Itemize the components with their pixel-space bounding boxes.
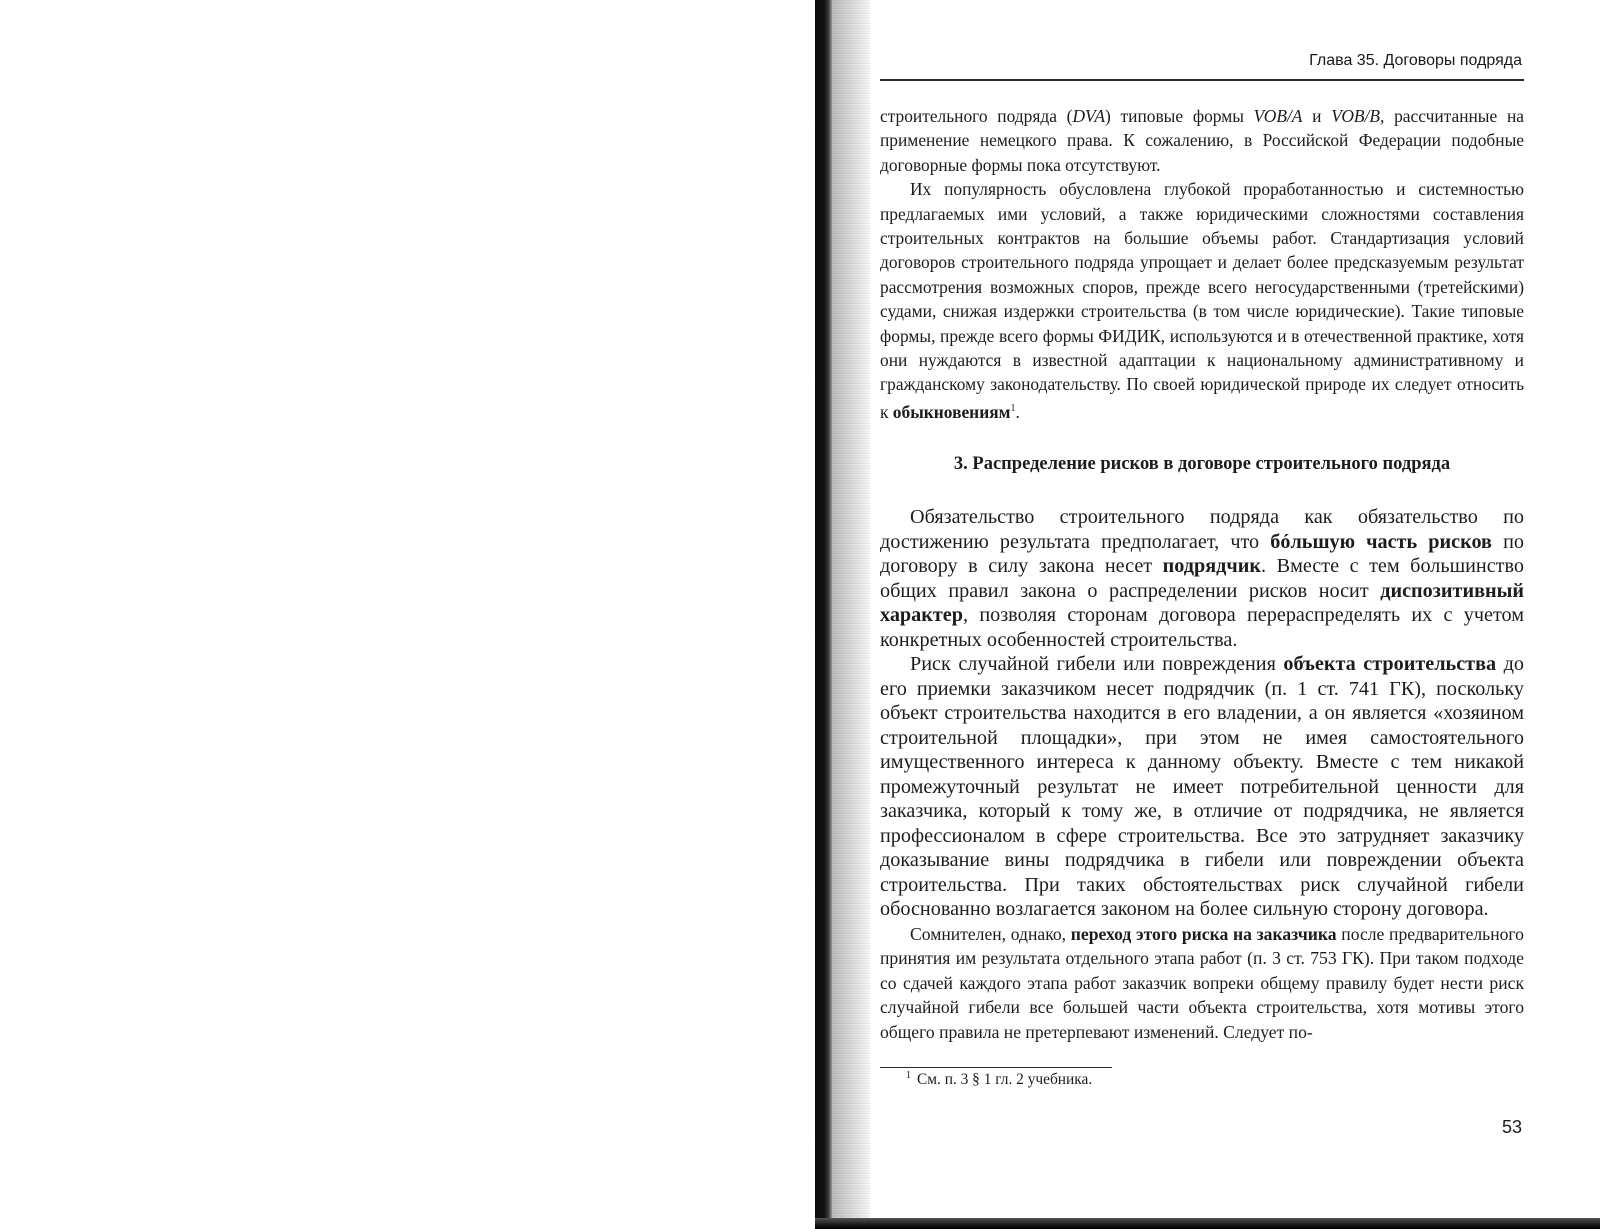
bold-term: переход этого риска на заказчика (1070, 923, 1337, 944)
body-paragraph (880, 652, 1524, 922)
text-run: . (1015, 401, 1020, 422)
footnote-rule (880, 1067, 1112, 1068)
section-heading (880, 452, 1524, 476)
running-head: Глава 35. Договоры подряда (1309, 52, 1522, 69)
right-page (832, 0, 1600, 1218)
page-body (880, 104, 1524, 1044)
text-run: ) типовые формы (1105, 106, 1254, 126)
scan-bottom-edge (815, 1218, 1600, 1229)
book-spine-shadow (815, 0, 832, 1229)
bold-term: подрядчик (1162, 555, 1262, 578)
text-run: до его приемки заказчиком несет подрядчик (п. 1 ст. 741 ГК), поскольку объект строительства находится в его владении, а он является «хозяином строительной площадки», при этом не имея самостоятельного имущественного интереса к данному объекту. Вместе с тем никакой промежуточный результат не имеет потребительной ценности для заказчика, который к тому же, в отличие от подрядчика, не является профессионалом в сфере строительства. Все это затрудняет заказчику доказывание вины подрядчика в гибели или повреждении объекта строительства. При таких обстоятельствах риск случайной гибели обоснованно возлагается законом на более сильную сторону договора. (880, 653, 1524, 921)
footnote-reference: 1 (1010, 402, 1016, 414)
text-run: Их популярность обусловлена глубокой проработанностью и системностью предлагаемых ими условий, а также юридическими сложностями составления строительных контрактов на большие объемы работ. Стандартизация условий договоров строительного подряда упрощает и делает более предсказуемым результат рассмотрения возможных споров, прежде всего негосударственными (третейскими) судами, снижая издержки строительства (в том числе юридические). Такие типовые формы, прежде всего формы ФИДИК, используются и в отечественной практике, хотя они нуждаются в известной адаптации к национальному административному и гражданскому законодательству. По своей юридической природе их следует относить к (880, 179, 1524, 422)
bold-term: объекта строительства (1283, 653, 1497, 676)
text-run: 3. Распределение рисков в договоре строительного подряда (953, 454, 1451, 475)
header-rule (880, 79, 1524, 81)
text-run: Сомнителен, однако, (910, 923, 1071, 944)
bold-term: бóльшую часть рисков (1270, 530, 1492, 553)
bold-term: обыкновениям (892, 401, 1011, 422)
text-run: Обязательство строительного подряда как обязательство по достижению результата предполагает, что (880, 506, 1524, 553)
text-run: . Вместе с тем большинство общих правил закона о распределении рисков носит (880, 555, 1524, 602)
bold-term: диспозитивный характер (880, 579, 1524, 627)
text-run: рассчитанные на применение немецкого права. К сожалению, в Российской Федерации подобные договорные формы пока отсутствуют. (880, 106, 1524, 175)
body-paragraph (880, 505, 1524, 652)
footnote-text: См. п. 3 § 1 гл. 2 учебника. (917, 1071, 1093, 1089)
body-paragraph (880, 922, 1524, 1045)
text-run: и (1302, 106, 1332, 126)
text-run: , позволяя сторонам договора перераспределять их с учетом конкретных особенностей строительства. (880, 604, 1524, 651)
body-paragraph (880, 104, 1524, 177)
text-run: Риск случайной гибели или повреждения (910, 653, 1284, 676)
footnote (906, 1070, 1092, 1089)
body-paragraph (880, 177, 1524, 424)
text-run: после предварительного принятия им результата отдельного этапа работ (п. 3 ст. 753 ГК). При таком подходе со сдачей каждого этапа работ заказчик вопреки общему правилу будет нести риск случайной гибели все большей части объекта строительства, хотя мотивы этого общего правила не претерпевают изменений. Следует по- (880, 923, 1524, 1042)
text-run: строительного подряда ( (880, 106, 1073, 126)
italic-term: VOB/A (1253, 106, 1303, 126)
footnote-marker: 1 (906, 1070, 911, 1081)
italic-term: DVA (1072, 106, 1105, 126)
italic-term: VOB/B, (1331, 106, 1385, 126)
page-number: 53 (1501, 1117, 1522, 1137)
text-run: по договору в силу закона несет (880, 530, 1524, 578)
